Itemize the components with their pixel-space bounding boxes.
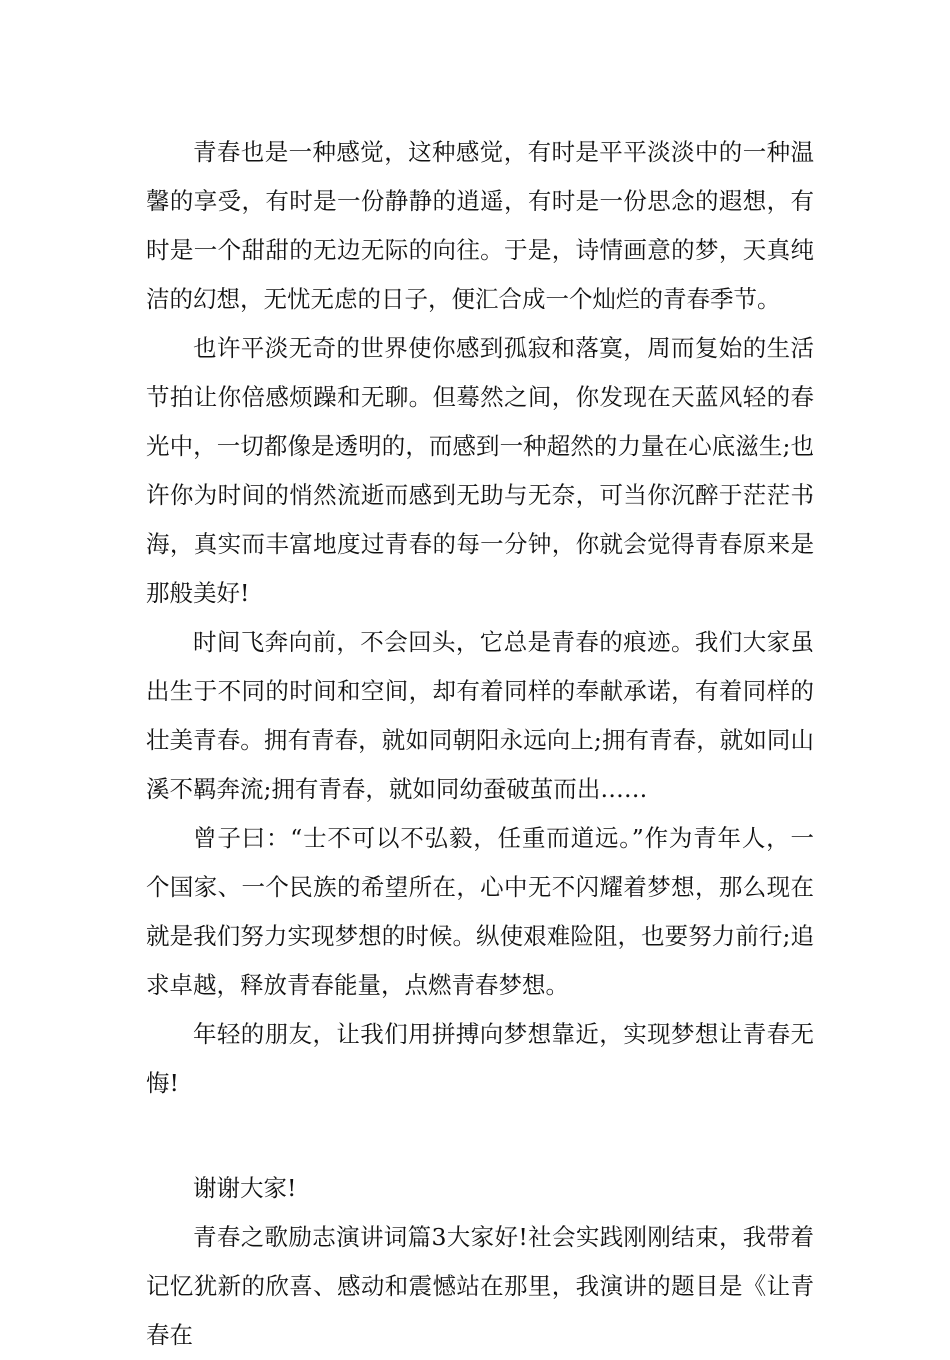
paragraph-youth-feeling: 青春也是一种感觉，这种感觉，有时是平平淡淡中的一种温馨的享受，有时是一份静静的逍遥，有时是一份思念的遐想，有时是一个甜甜的无边无际的向往。于是，诗情画意的梦，天真纯洁的幻想，无忧无虑的日子，便汇合成一个灿烂的青春季节。 xyxy=(146,138,814,313)
paragraph-zengzi-quote: 曾子曰：“士不可以不弘毅，任重而道远。”作为青年人，一个国家、一个民族的希望所在，心中无不闪耀着梦想，那么现在就是我们努力实现梦想的时候。纵使艰难险阻，也要努力前行;追求卓越，释放青春能量，点燃青春梦想。 xyxy=(146,824,814,999)
document-body xyxy=(146,128,814,1360)
paragraph-plain-world: 也许平淡无奇的世界使你感到孤寂和落寞，周而复始的生活节拍让你倍感烦躁和无聊。但蓦然之间，你发现在天蓝风轻的春光中，一切都像是透明的，而感到一种超然的力量在心底滋生;也许你为时间的悄然流逝而感到无助与无奈，可当你沉醉于茫茫书海，真实而丰富地度过青春的每一分钟，你就会觉得青春原来是那般美好! xyxy=(146,334,814,607)
paragraph-time-flies: 时间飞奔向前，不会回头，它总是青春的痕迹。我们大家虽出生于不同的时间和空间，却有着同样的奉献承诺，有着同样的壮美青春。拥有青春，就如同朝阳永远向上;拥有青春，就如同山溪不羁奔流;拥有青春，就如同幼蚕破茧而出…… xyxy=(146,628,814,803)
paragraph-speech-3-intro: 青春之歌励志演讲词篇3大家好!社会实践刚刚结束，我带着记忆犹新的欣喜、感动和震憾站在那里，我演讲的题目是《让青春在 xyxy=(146,1223,814,1349)
paragraph-thanks: 谢谢大家! xyxy=(193,1174,297,1202)
paragraph-young-friends: 年轻的朋友，让我们用拼搏向梦想靠近，实现梦想让青春无悔! xyxy=(146,1020,814,1097)
